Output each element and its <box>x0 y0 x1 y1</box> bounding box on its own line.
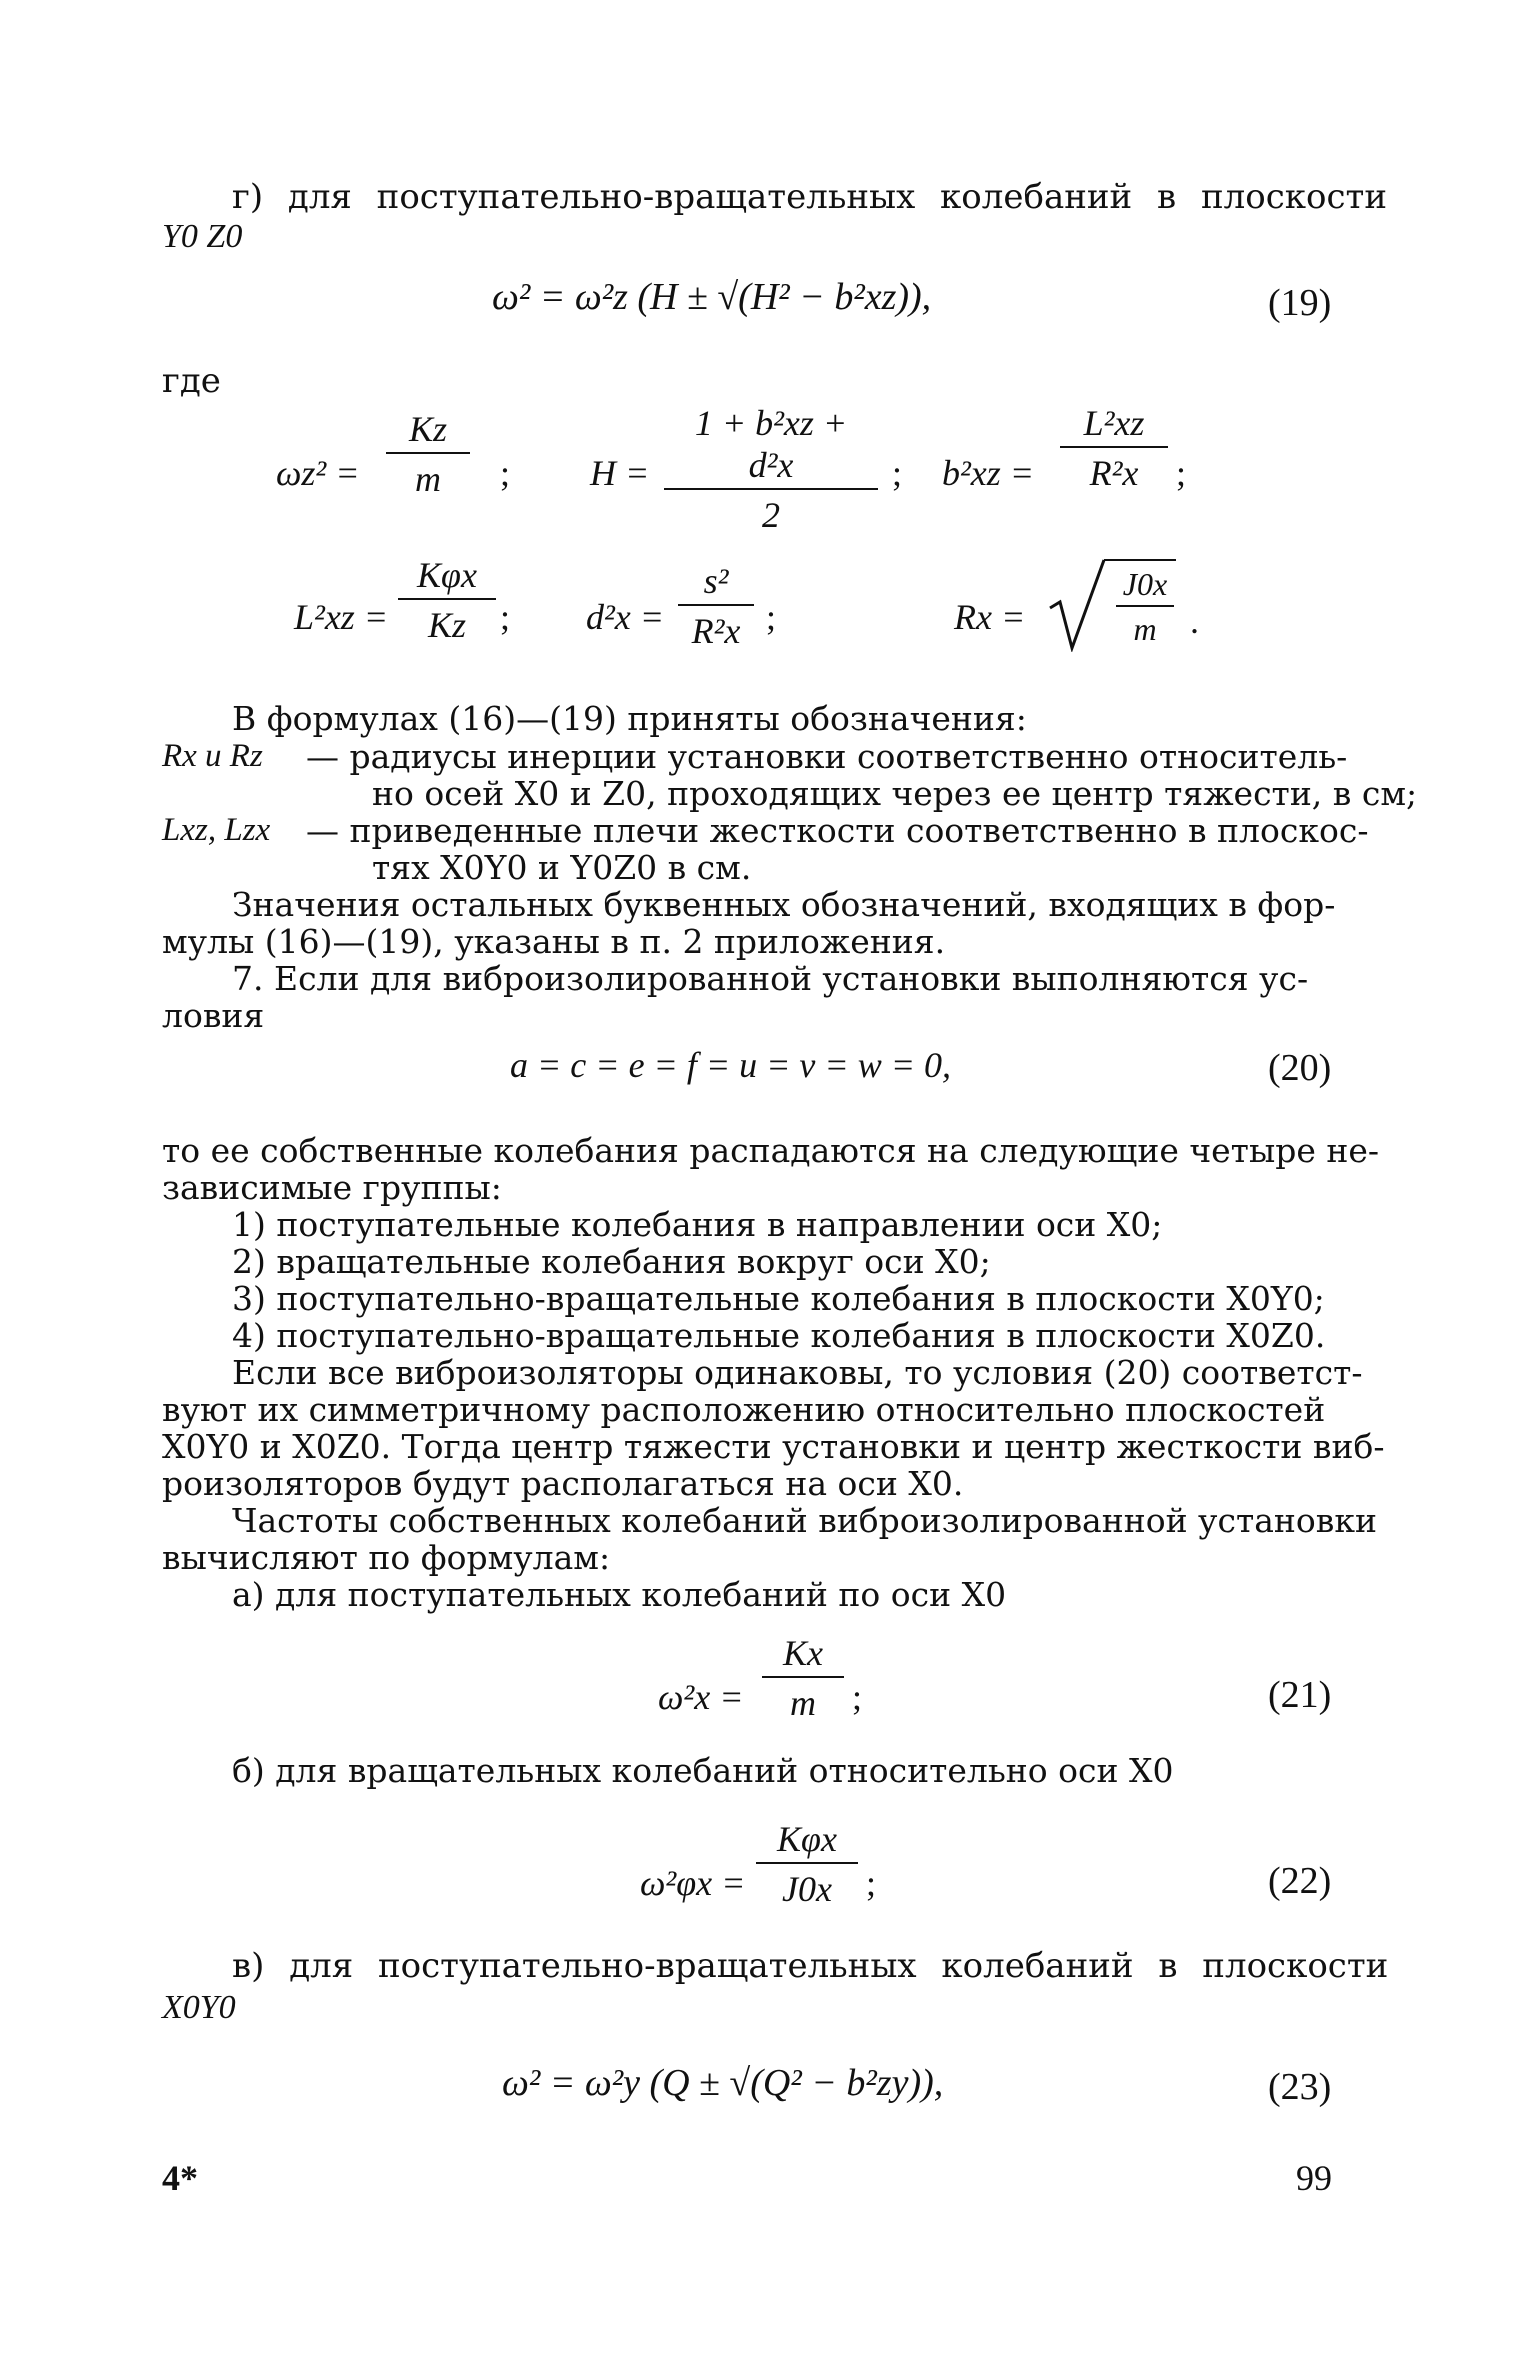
section-g-plane: Y0 Z0 <box>162 218 243 255</box>
list-item-1: 1) поступательные колебания в направлении оси X0; <box>232 1205 1163 1244</box>
separator: ; <box>500 453 511 493</box>
signature-mark: 4* <box>162 2158 198 2198</box>
H-lhs: H = <box>590 453 650 493</box>
Lxz-numerator: Kφx <box>398 554 496 600</box>
bxz-denominator: R²x <box>1089 453 1139 493</box>
item-a: а) для поступательных колебаний по оси X0 <box>232 1575 1007 1614</box>
bxz-lhs: b²xz = <box>942 453 1035 493</box>
eq22-lhs: ω²φx = <box>640 1863 746 1903</box>
eq22-denominator: J0x <box>782 1869 832 1909</box>
equation-19: ω² = ω²z (H ± √(H² − b²xz)), <box>492 276 932 318</box>
notation-r-term: Rx и Rz <box>162 738 263 774</box>
square-root-icon <box>1046 556 1106 652</box>
omega-z-fraction <box>386 408 470 500</box>
equation-22-number: (22) <box>1268 1860 1332 1902</box>
page-number: 99 <box>1296 2158 1332 2198</box>
notation-intro: В формулах (16)—(19) приняты обозначения: <box>232 699 1027 738</box>
eq22-numerator: Kφx <box>756 1818 858 1864</box>
end-period: . <box>1190 601 1199 641</box>
eq21-fraction <box>762 1632 844 1724</box>
paragraph-4-line-3: X0Y0 и X0Z0. Тогда центр тяжести установки и центр жесткости виб- <box>162 1427 1385 1466</box>
eq21-denominator: m <box>790 1683 816 1723</box>
paragraph-3-line-2: зависимые группы: <box>162 1168 502 1207</box>
paragraph-4-line-4: роизоляторов будут располагаться на оси X0. <box>162 1464 964 1503</box>
Rx-numerator: J0x <box>1116 566 1174 607</box>
separator: ; <box>852 1677 863 1717</box>
dx-fraction <box>678 560 754 652</box>
paragraph-2-line-1: 7. Если для виброизолированной установки выполняются ус- <box>232 959 1309 998</box>
equation-23: ω² = ω²y (Q ± √(Q² − b²zy)), <box>502 2062 944 2104</box>
H-numerator: 1 + b²xz + d²x <box>664 402 878 490</box>
omega-z-denominator: m <box>415 459 441 499</box>
bxz-fraction <box>1060 402 1168 494</box>
paragraph-5-line-2: вычисляют по формулам: <box>162 1538 611 1577</box>
paragraph-5-line-1: Частоты собственных колебаний виброизолированной установки <box>232 1501 1377 1540</box>
radical-bar <box>1104 559 1176 561</box>
separator: ; <box>1176 453 1187 493</box>
where-word: где <box>162 361 221 401</box>
H-fraction <box>664 402 878 536</box>
notation-l-line1: — приведенные плечи жесткости соответственно в плоскос- <box>306 811 1369 850</box>
list-item-4: 4) поступательно-вращательные колебания в плоскости X0Z0. <box>232 1316 1326 1355</box>
section-g-label: г) для поступательно-вращательных колебаний в плоскости <box>232 177 1387 217</box>
dx-denominator: R²x <box>691 611 741 651</box>
item-v-plane: X0Y0 <box>162 1989 236 2026</box>
paragraph-1-line-2: мулы (16)—(19), указаны в п. 2 приложения. <box>162 922 946 961</box>
H-denominator: 2 <box>762 495 780 535</box>
Lxz-denominator: Kz <box>427 605 467 645</box>
separator: ; <box>892 453 903 493</box>
equation-20-number: (20) <box>1268 1047 1332 1089</box>
paragraph-2-line-2: ловия <box>162 996 265 1035</box>
Rx-lhs: Rx = <box>954 597 1026 637</box>
equation-21-number: (21) <box>1268 1674 1332 1716</box>
equation-20: a = c = e = f = u = v = w = 0, <box>510 1045 951 1085</box>
dx-numerator: s² <box>678 560 754 606</box>
omega-z-numerator: Kz <box>386 408 470 454</box>
equation-23-number: (23) <box>1268 2066 1332 2108</box>
eq21-numerator: Kx <box>762 1632 844 1678</box>
separator: ; <box>500 597 511 637</box>
paragraph-1-line-1: Значения остальных буквенных обозначений, входящих в фор- <box>232 885 1336 924</box>
bxz-numerator: L²xz <box>1060 402 1168 448</box>
separator: ; <box>866 1863 877 1903</box>
item-b: б) для вращательных колебаний относительно оси X0 <box>232 1751 1174 1790</box>
notation-l-term: Lxz, Lzx <box>162 812 271 848</box>
omega-z-lhs: ωz² = <box>276 453 360 493</box>
Rx-fraction <box>1116 566 1174 648</box>
Lxz-lhs: L²xz = <box>294 597 389 637</box>
Rx-denominator: m <box>1133 611 1157 647</box>
equation-19-number: (19) <box>1268 282 1332 324</box>
Lxz-fraction <box>398 554 496 646</box>
dx-lhs: d²x = <box>586 597 665 637</box>
paragraph-4-line-1: Если все виброизоляторы одинаковы, то условия (20) соответст- <box>232 1353 1363 1392</box>
eq21-lhs: ω²x = <box>658 1677 744 1717</box>
item-v: в) для поступательно-вращательных колебаний в плоскости <box>232 1946 1389 1986</box>
notation-r-line1: — радиусы инерции установки соответственно относитель- <box>306 737 1348 776</box>
list-item-3: 3) поступательно-вращательные колебания в плоскости X0Y0; <box>232 1279 1325 1318</box>
separator: ; <box>766 597 777 637</box>
notation-l-line2: тях X0Y0 и Y0Z0 в см. <box>372 848 752 887</box>
eq22-fraction <box>756 1818 858 1910</box>
notation-r-line2: но осей X0 и Z0, проходящих через ее центр тяжести, в см; <box>372 774 1418 813</box>
paragraph-3-line-1: то ее собственные колебания распадаются на следующие четыре не- <box>162 1131 1380 1170</box>
paragraph-4-line-2: вуют их симметричному расположению относительно плоскостей <box>162 1390 1326 1429</box>
list-item-2: 2) вращательные колебания вокруг оси X0; <box>232 1242 991 1281</box>
